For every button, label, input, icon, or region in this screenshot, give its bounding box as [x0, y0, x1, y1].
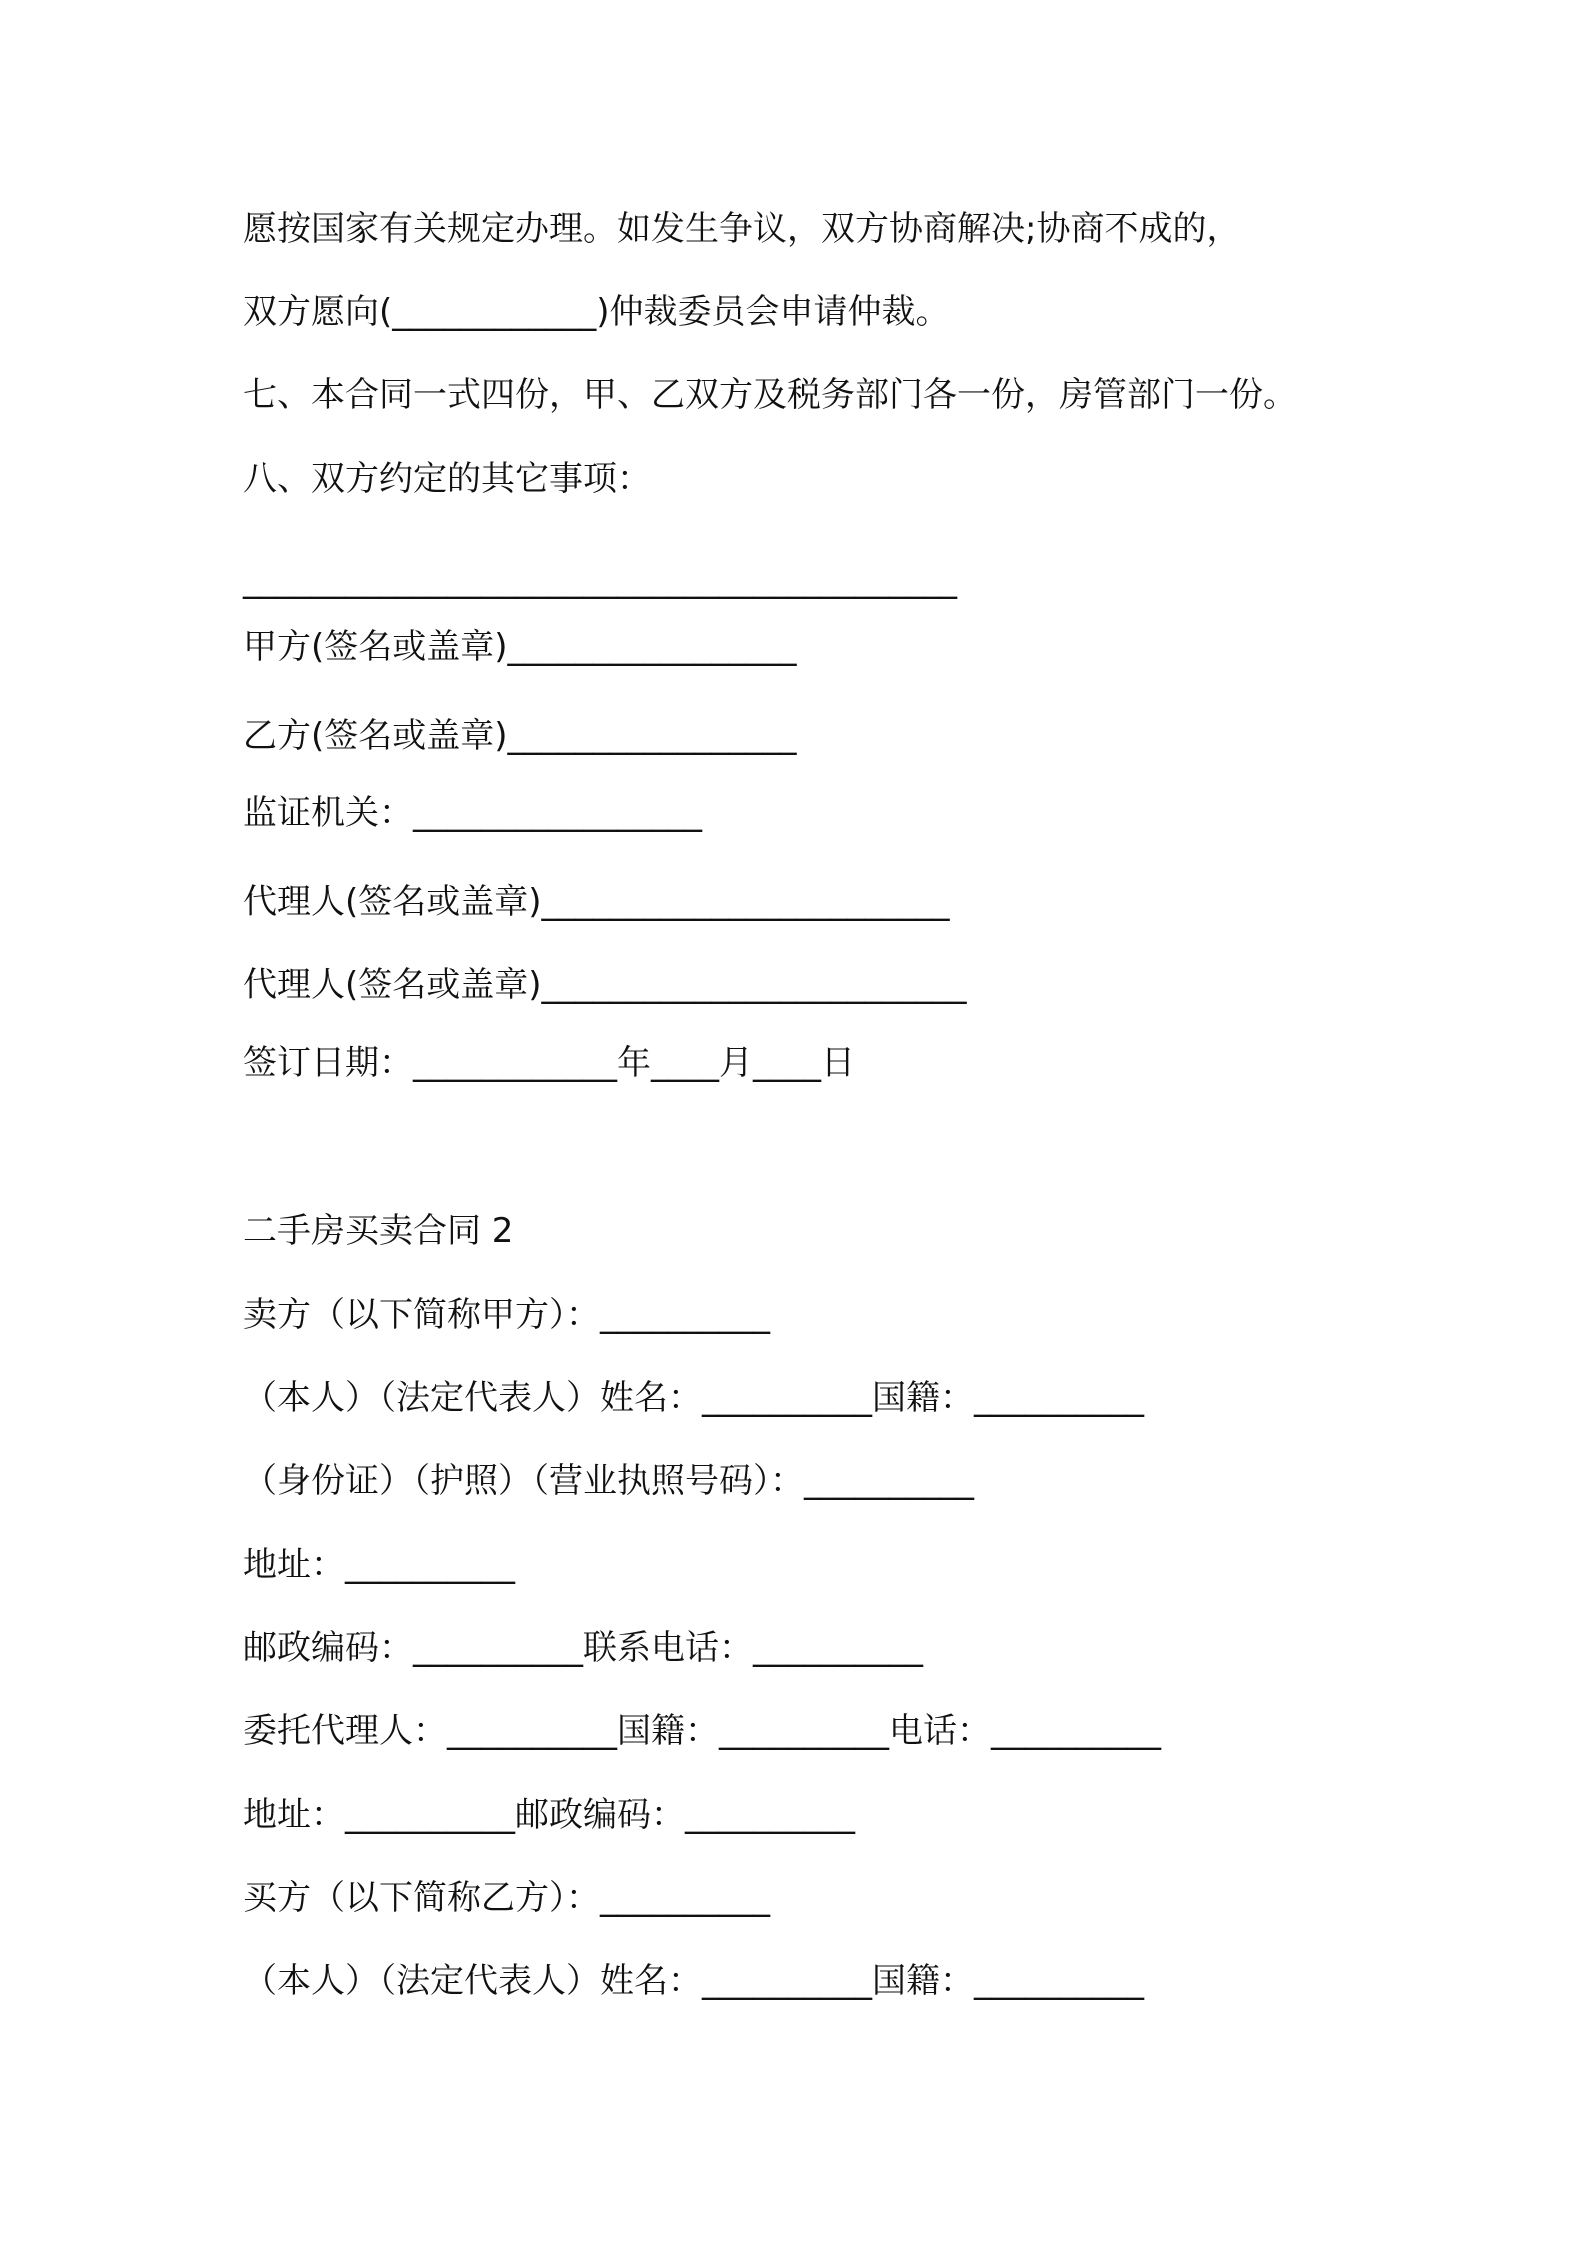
seller-postcode-phone: 邮政编码：__________联系电话：__________ [243, 1628, 923, 1668]
signature-agent-2: 代理人(签名或盖章)_________________________ [243, 965, 967, 1005]
signature-agent-1: 代理人(签名或盖章)________________________ [243, 882, 950, 922]
supervising-authority: 监证机关：_________________ [243, 793, 702, 833]
text-line-arbitration-1: 愿按国家有关规定办理。如发生争议，双方协商解决;协商不成的， [243, 209, 1241, 249]
text-line-arbitration-2: 双方愿向(____________)仲裁委员会申请仲裁。 [243, 292, 950, 332]
seller-address: 地址：__________ [243, 1545, 515, 1585]
text-line-other-matters: 八、双方约定的其它事项： [243, 459, 651, 499]
buyer-name-nationality: （本人）（法定代表人）姓名：__________国籍：__________ [243, 1961, 1144, 2001]
blank-line-other-matters: __________________________________________ [243, 560, 957, 600]
buyer-heading: 买方（以下简称乙方）：__________ [243, 1878, 770, 1918]
seller-id-number: （身份证）（护照）（营业执照号码）：__________ [243, 1461, 974, 1501]
text-line-copies: 七、本合同一式四份，甲、乙双方及税务部门各一份，房管部门一份。 [243, 375, 1297, 415]
seller-agent: 委托代理人：__________国籍：__________电话：__________ [243, 1711, 1161, 1751]
section-title: 二手房买卖合同 2 [243, 1211, 514, 1251]
seller-agent-address: 地址：__________邮政编码：__________ [243, 1795, 855, 1835]
signature-party-b: 乙方(签名或盖章)_________________ [243, 716, 797, 756]
signing-date: 签订日期：____________年____月____日 [243, 1043, 855, 1083]
seller-name-nationality: （本人）（法定代表人）姓名：__________国籍：__________ [243, 1378, 1144, 1418]
signature-party-a: 甲方(签名或盖章)_________________ [243, 627, 797, 667]
seller-heading: 卖方（以下简称甲方）：__________ [243, 1295, 770, 1335]
